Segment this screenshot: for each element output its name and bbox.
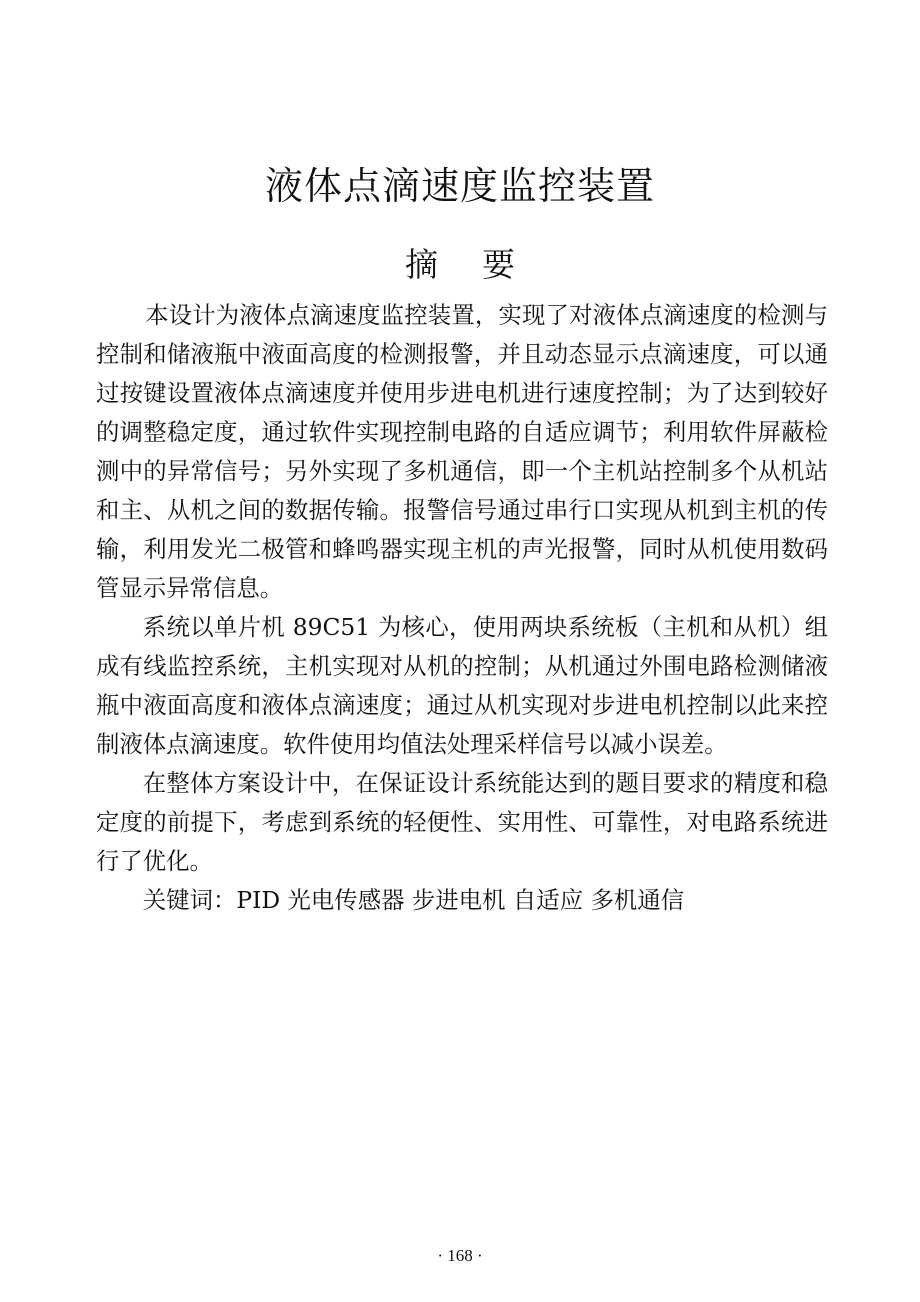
abstract-heading-char-2: 要	[482, 245, 515, 284]
keyword-item: 自适应	[512, 886, 584, 914]
abstract-heading	[0, 240, 920, 290]
abstract-body	[96, 296, 828, 920]
keywords-line	[96, 881, 828, 920]
abstract-paragraph-3: 在整体方案设计中，在保证设计系统能达到的题目要求的精度和稳定度的前提下，考虑到系统的轻便性、实用性、可靠性，对电路系统进行了优化。	[96, 769, 828, 875]
paper-title: 液体点滴速度监控装置	[264, 164, 655, 208]
abstract-paragraph-2: 系统以单片机 89C51 为核心，使用两块系统板（主机和从机）组成有线监控系统，主机实现对从机的控制；从机通过外围电路检测储液瓶中液面高度和液体点滴速度；通过从机实现对步进电机控制以此来控制液体点滴速度。软件使用均值法处理采样信号以减小误差。	[96, 613, 828, 758]
abstract-heading-char-1: 摘	[405, 245, 438, 284]
abstract-paragraph-1: 本设计为液体点滴速度监控装置，实现了对液体点滴速度的检测与控制和储液瓶中液面高度的检测报警，并且动态显示点滴速度，可以通过按键设置液体点滴速度并使用步进电机进行速度控制；为了达到较好的调整稳定度，通过软件实现控制电路的自适应调节；利用软件屏蔽检测中的异常信号；另外实现了多机通信，即一个主机站控制多个从机站和主、从机之间的数据传输。报警信号通过串行口实现从机到主机的传输，利用发光二极管和蜂鸣器实现主机的声光报警，同时从机使用数码管显示异常信息。	[96, 301, 828, 602]
keyword-item: 步进电机	[411, 886, 506, 914]
keyword-item: 多机通信	[590, 886, 685, 914]
keyword-item: 光电传感器	[287, 886, 405, 914]
page-number: · 168 ·	[437, 1246, 483, 1265]
keyword-item: PID	[236, 886, 281, 914]
keywords-label: 关键词：	[142, 886, 237, 914]
